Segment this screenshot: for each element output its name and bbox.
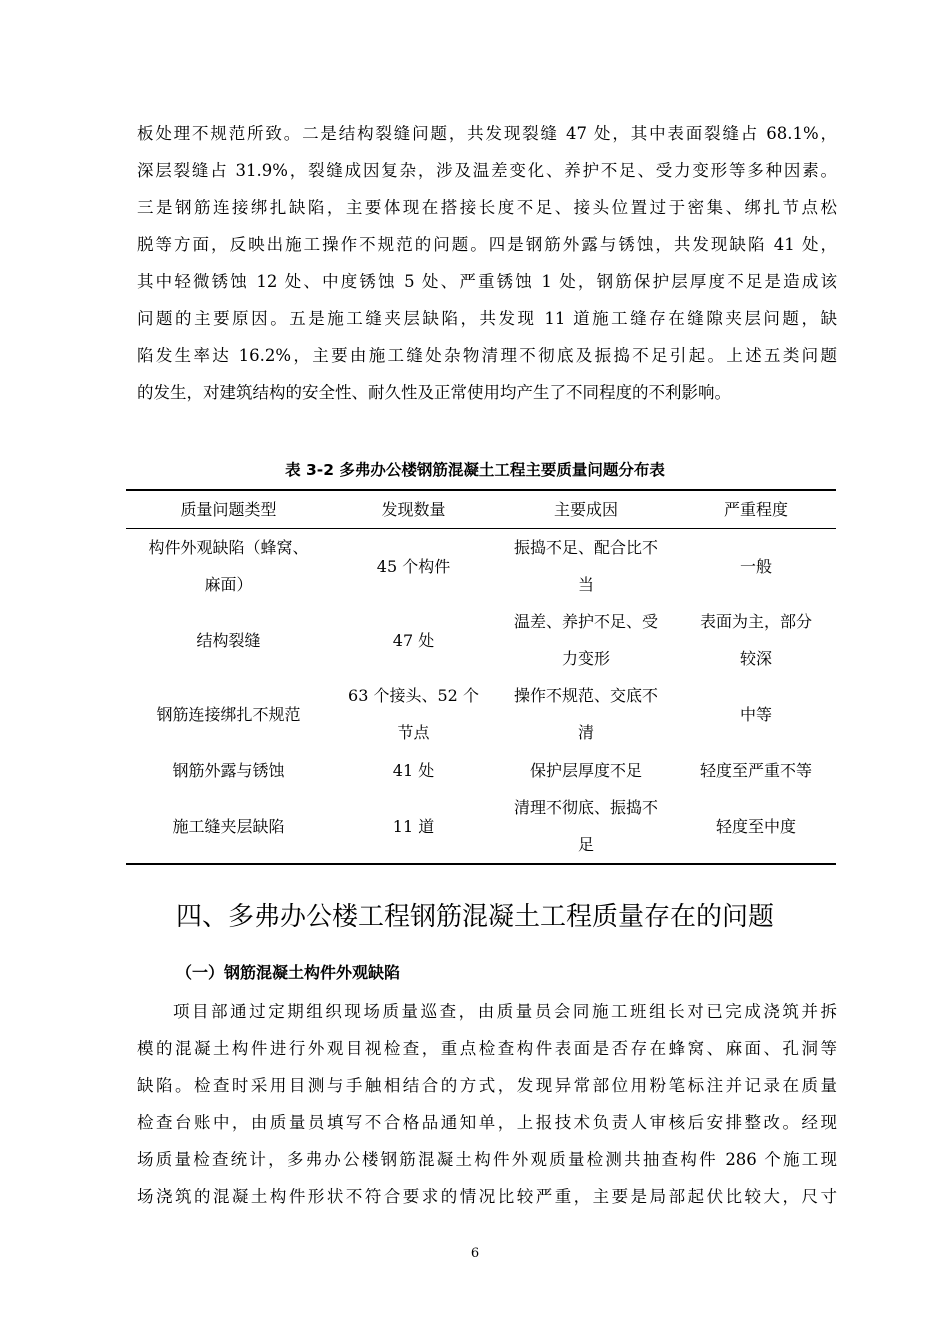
- cell-severity: 轻度至严重不等: [699, 760, 812, 780]
- cell-cause: 保护层厚度不足: [529, 760, 642, 780]
- cell-count: 63 个接头、52 个 节点: [348, 686, 479, 742]
- page-number: 6: [470, 1246, 480, 1261]
- cell-count: 41 处: [392, 760, 435, 780]
- text-line: 项目部通过定期组织现场质量巡查，由质量员会同施工班组长对已完成浇筑并拆: [173, 1002, 837, 1021]
- cell-type: 施工缝夹层缺陷: [172, 816, 285, 836]
- text-line: 深层裂缝占 31.9%，裂缝成因复杂，涉及温差变化、养护不足、受力变形等多种因素。: [137, 161, 837, 180]
- cell-count: 47 处: [392, 630, 435, 650]
- text-line: 场质量检查统计，多弗办公楼钢筋混凝土构件外观质量检测共抽查构件 286 个施工现: [137, 1150, 837, 1169]
- section-heading: 四、多弗办公楼工程钢筋混凝土工程质量存在的问题: [175, 902, 774, 932]
- table-caption: 表 3-2 多弗办公楼钢筋混凝土工程主要质量问题分布表: [285, 461, 665, 479]
- text-line: 板处理不规范所致。二是结构裂缝问题，共发现裂缝 47 处，其中表面裂缝占 68.1%，: [137, 124, 837, 143]
- table-header-row: [126, 491, 836, 528]
- subsection-heading: （一）钢筋混凝土构件外观缺陷: [176, 963, 401, 982]
- text-line: 三是钢筋连接绑扎缺陷，主要体现在搭接长度不足、接头位置过于密集、绑扎节点松: [137, 198, 837, 217]
- table-row: [126, 529, 836, 603]
- cell-cause: 清理不彻底、振捣不 足: [513, 798, 658, 854]
- text-line: 陷发生率达 16.2%，主要由施工缝处杂物清理不彻底及振捣不足引起。上述五类问题: [137, 346, 837, 365]
- cell-severity: 中等: [739, 704, 772, 724]
- table-row: [126, 677, 836, 751]
- text-line: 检查台账中，由质量员填写不合格品通知单，上报技术负责人审核后安排整改。经现: [137, 1113, 837, 1132]
- cell-type: 钢筋连接绑扎不规范: [156, 704, 301, 724]
- text-line: 缺陷。检查时采用目测与手触相结合的方式，发现异常部位用粉笔标注并记录在质量: [137, 1076, 837, 1095]
- table-bottom-rule: [126, 863, 836, 865]
- cell-severity: 表面为主，部分 较深: [699, 612, 812, 668]
- header-cell-severity: 严重程度: [723, 500, 788, 519]
- body-paragraph-1: [137, 115, 837, 411]
- table-row: [126, 789, 836, 863]
- cell-cause: 振捣不足、配合比不 当: [513, 538, 658, 594]
- header-cell-count: 发现数量: [381, 500, 446, 519]
- text-line: 场浇筑的混凝土构件形状不符合要求的情况比较严重，主要是局部起伏比较大，尺寸: [137, 1187, 837, 1206]
- body-paragraph-2: [137, 993, 837, 1215]
- header-cell-cause: 主要成因: [553, 500, 618, 519]
- text-line: 的发生，对建筑结构的安全性、耐久性及正常使用均产生了不同程度的不利影响。: [137, 383, 731, 402]
- cell-severity: 一般: [739, 556, 772, 576]
- cell-count: 11 道: [392, 816, 435, 836]
- text-line: 其中轻微锈蚀 12 处、中度锈蚀 5 处、严重锈蚀 1 处，钢筋保护层厚度不足是造成该: [137, 272, 837, 291]
- text-line: 模的混凝土构件进行外观目视检查，重点检查构件表面是否存在蜂窝、麻面、孔洞等: [137, 1039, 837, 1058]
- cell-type: 结构裂缝: [196, 630, 261, 650]
- header-cell-type: 质量问题类型: [180, 500, 277, 519]
- cell-cause: 操作不规范、交底不 清: [513, 686, 658, 742]
- quality-issues-table: [126, 489, 836, 865]
- cell-type: 构件外观缺陷（蜂窝、 麻面）: [148, 538, 309, 594]
- cell-type: 钢筋外露与锈蚀: [172, 760, 285, 780]
- text-line: 问题的主要原因。五是施工缝夹层缺陷，共发现 11 道施工缝存在缝隙夹层问题，缺: [137, 309, 837, 328]
- text-line: 脱等方面，反映出施工操作不规范的问题。四是钢筋外露与锈蚀，共发现缺陷 41 处，: [137, 235, 837, 254]
- table-row: [126, 751, 836, 789]
- cell-cause: 温差、养护不足、受 力变形: [513, 612, 658, 668]
- table-row: [126, 603, 836, 677]
- cell-count: 45 个构件: [376, 556, 451, 576]
- cell-severity: 轻度至中度: [715, 816, 796, 836]
